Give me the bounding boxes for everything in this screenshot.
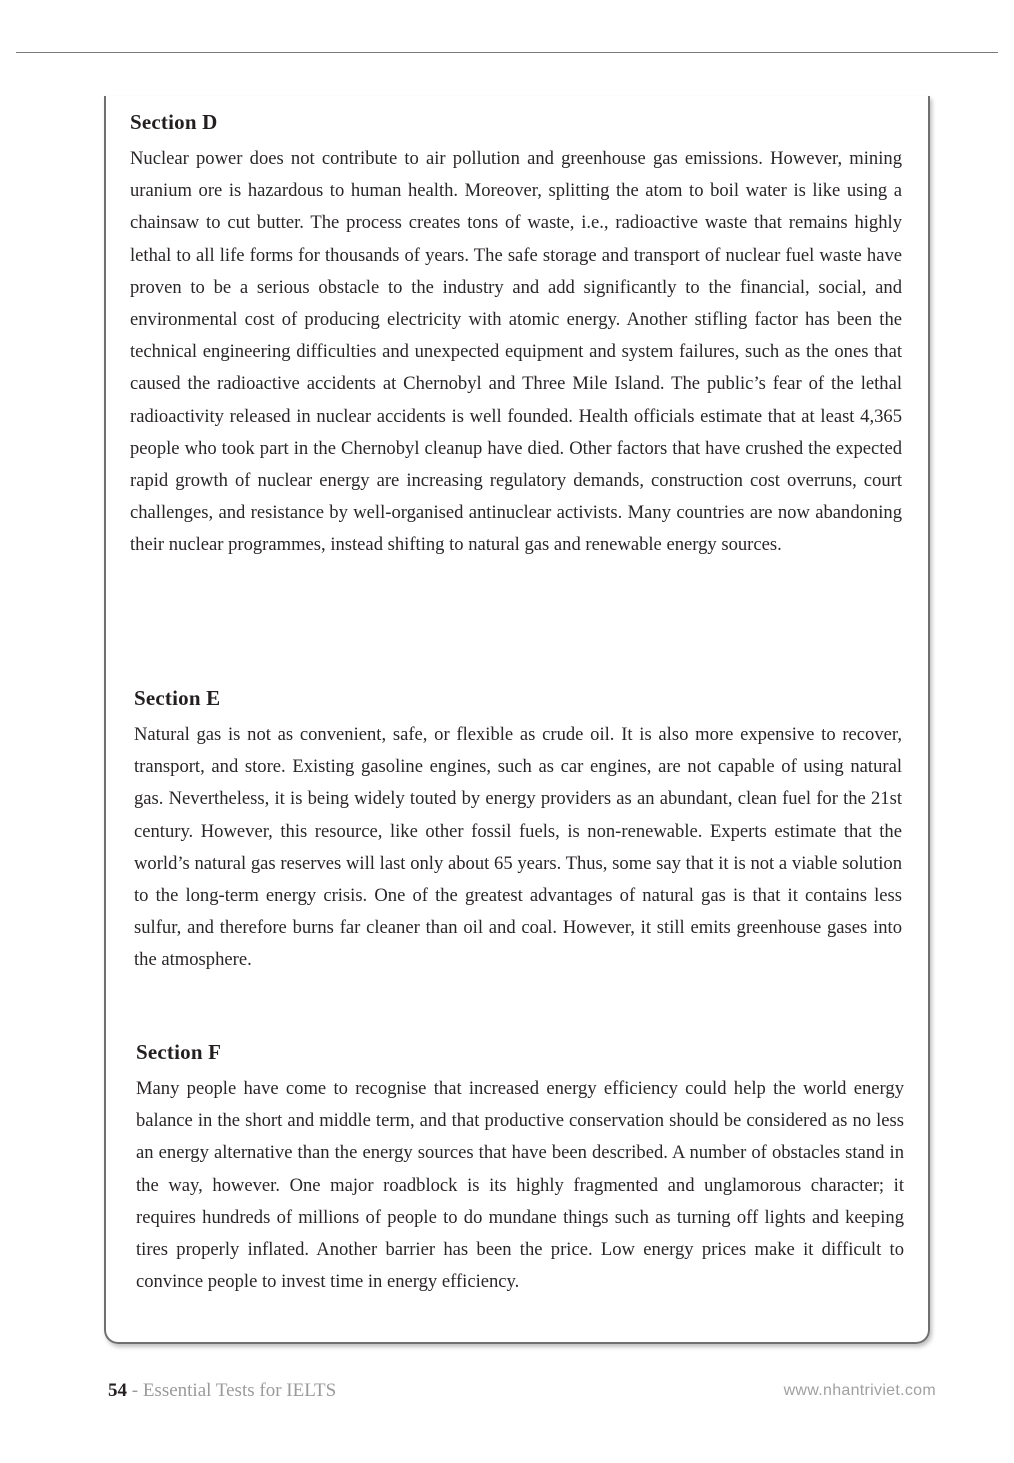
website-link: www.nhantriviet.com: [783, 1382, 936, 1399]
book-title: Essential Tests for IELTS: [142, 1380, 337, 1401]
page-footer: [108, 1380, 936, 1408]
section-heading: Section D: [130, 110, 218, 134]
footer-left: [108, 1380, 336, 1402]
section-e: [134, 686, 902, 977]
section-body: Many people have come to recognise that increased energy efficiency could help the world energy balance in the short and middle term, and that productive conservation should be considered as no less an energy alternative than the energy sources that have been described. A number of obstacles stand in the way, however. One major roadblock is its highly fragmented and unglamorous character; it requires hundreds of millions of people to do mundane things such as turning off lights and keeping tires properly inflated. Another barrier has been the price. Low energy prices make it difficult to convince people to invest time in energy efficiency.: [136, 1078, 904, 1293]
section-f: [136, 1040, 904, 1298]
section-d: [130, 110, 902, 562]
footer-separator: -: [127, 1380, 143, 1401]
section-heading: Section E: [134, 686, 221, 710]
section-heading: Section F: [136, 1040, 222, 1064]
header-rule: [16, 52, 998, 53]
page-number: 54: [108, 1380, 127, 1401]
section-body: Nuclear power does not contribute to air pollution and greenhouse gas emissions. However, mining uranium ore is hazardous to human health. Moreover, splitting the atom to boil water is like using a chainsaw to cut butter. The process creates tons of waste, i.e., radioactive waste that remains highly lethal to all life forms for thousands of years. The safe storage and transport of nuclear fuel waste have proven to be a serious obstacle to the industry and add significantly to the financial, social, and environmental cost of producing electricity with atomic energy. Another stifling factor has been the technical engineering difficulties and unexpected equipment and system failures, such as the ones that caused the radioactive accidents at Chernobyl and Three Mile Island. The public’s fear of the lethal radioactivity released in nuclear accidents is well founded. Health officials estimate that at least 4,365 people who took part in the Chernobyl cleanup have died. Other factors that have crushed the expected rapid growth of nuclear energy are increasing regulatory demands, construction cost overruns, court challenges, and resistance by well-organised antinuclear activists. Many countries are now abandoning their nuclear programmes, instead shifting to natural gas and renewable energy sources.: [130, 148, 902, 556]
section-body: Natural gas is not as convenient, safe, or flexible as crude oil. It is also more expensive to recover, transport, and store. Existing gasoline engines, such as car engines, are not capable of using natural gas. Nevertheless, it is being widely touted by energy providers as an abundant, clean fuel for the 21st century. However, this resource, like other fossil fuels, is non-renewable. Experts estimate that the world’s natural gas reserves will last only about 65 years. Thus, some say that it is not a viable solution to the long-term energy crisis. One of the greatest advantages of natural gas is that it contains less sulfur, and therefore burns far cleaner than oil and coal. However, it still emits greenhouse gases into the atmosphere.: [134, 724, 902, 971]
